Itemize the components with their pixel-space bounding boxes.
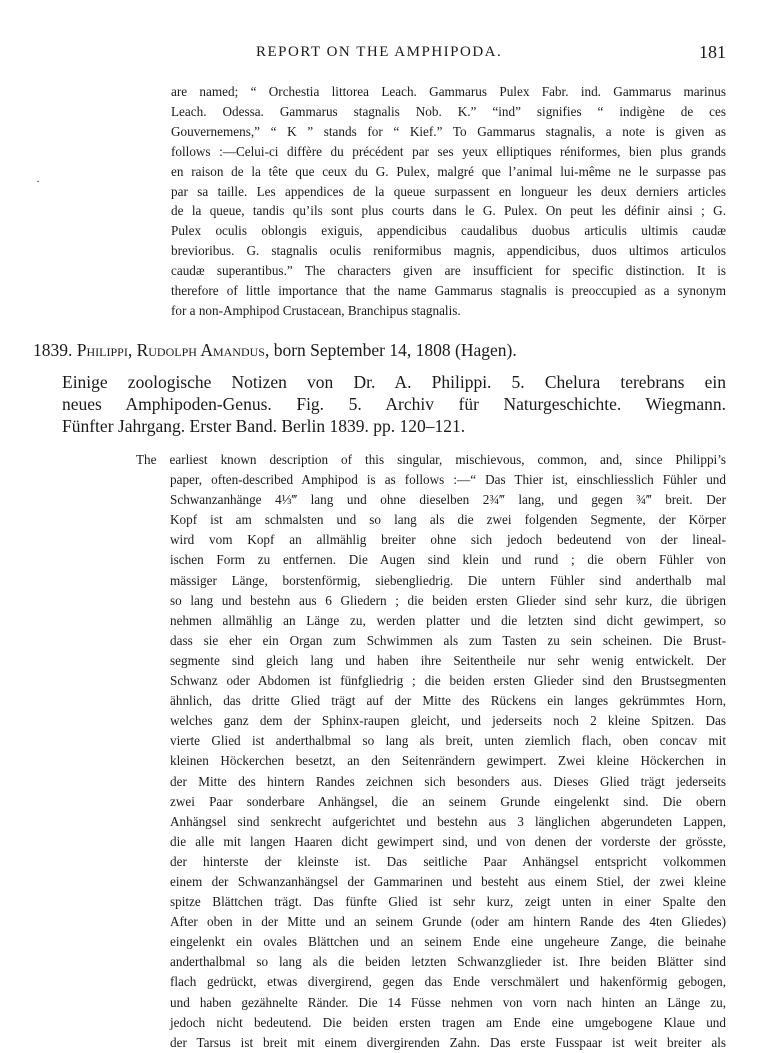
text-line: der hinterste der kleinste ist. Das seitliche Paar Anhängsel entspricht volkommen — [170, 853, 726, 869]
text-line: paper, often-described Amphipod is as follows :—“ Das Thier ist, einschliesslich Fühler und — [170, 472, 726, 488]
text-line: die alle mit langen Haaren dicht gewimpert sind, und von denen der vorderste der grösste, — [170, 833, 726, 849]
text-line: anderthalbmal so lang als die beiden letzten Schwanzglieder ist. Ihre beiden Blätter sind — [170, 954, 726, 970]
text-line: der Tarsus ist breit mit einem divergirenden Zahn. Das erste Fusspaar ist weit breiter als — [170, 1034, 726, 1050]
text-line: so lang und bestehn aus 6 Gliedern ; die beiden ersten Glieder sind sehr kurz, die übrigen — [170, 592, 726, 608]
entry-year: 1839. — [33, 340, 73, 360]
text-line: kleinen Höckerchen besetzt, an den Seitenrändern gewimpert. Zwei kleine Höckerchen in — [170, 753, 726, 769]
text-line: therefore of little importance that the name Gammarus stagnalis is preoccupied as a synonym — [171, 283, 726, 299]
text-line: for a non-Amphipod Crustacean, Branchipus stagnalis. — [171, 302, 461, 318]
text-line: segmente sind gleich lang und haben ihre Seitentheile nur sehr wenig entwickelt. Der — [170, 652, 726, 668]
text-line: mässiger Länge, borstenförmig, siebengliedrig. Die untern Fühler sind anderthalb mal — [170, 572, 726, 588]
text-line: de la queue, tandis qu’ils sont plus courts dans le G. Pulex. On peut les définir ainsi ; G. — [171, 203, 726, 219]
text-line: wird vom Kopf an allmählig breiter ohne sich jedoch bedeutend von der lineal- — [170, 532, 726, 548]
text-line: ähnlich, das dritte Glied trägt auf der Mitte des Rückens ein langes gekrümmtes Horn, — [170, 693, 726, 709]
text-line: follows :—Celui-ci diffère du précédent par ses yeux elliptiques réniformes, bien plus grands — [171, 143, 726, 159]
text-line: Schwanz oder Abdomen ist fünfgliedrig ; die beiden ersten Glieder sind den Brustsegmenten — [170, 673, 726, 689]
citation-line: Fünfter Jahrgang. Erster Band. Berlin 1839. pp. 120–121. — [62, 416, 466, 436]
text-line: en raison de la tête que ceux du G. Pulex, malgré que l’animal lui-même ne le surpasse pas — [171, 163, 726, 179]
text-line: Leach. Odessa. Gammarus stagnalis Nob. K.” “ind” signifies “ indigène de ces — [171, 103, 726, 119]
page-number: 181 — [699, 42, 726, 62]
running-title: REPORT ON THE AMPHIPODA. — [256, 44, 503, 60]
text-line: spitze Blättchen trägt. Das fünfte Glied ist sehr kurz, zeigt unten in einer Spalte den — [170, 894, 726, 910]
text-line: Schwanzanhänge 4⅓‴ lang und ohne dieselben 2¾‴ lang, und gegen ¾‴ breit. Der — [170, 492, 726, 508]
text-line: After oben in der Mitte und an seinem Grunde (oder am hintern Rande des 4ten Gliedes) — [170, 914, 726, 930]
text-line: Gouvernemens,” “ K ” stands for “ Kief.” To Gammarus stagnalis, a note is given as — [171, 123, 726, 139]
text-line: der Mitte des hintern Randes zeichnen sich besonders aus. Dieses Glied trägt jederseits — [170, 773, 726, 789]
text-line: jedoch nicht bedeutend. Die beiden ersten tragen am Ende eine umgebogene Klaue und — [170, 1014, 726, 1030]
text-line: ischen Form zu entfernen. Die Augen sind klein und rund ; die obern Fühler von — [170, 552, 726, 568]
entry-author: Philippi, Rudolph Amandus, — [76, 340, 270, 360]
continued-paragraph — [171, 82, 726, 321]
citation-line: neues Amphipoden-Genus. Fig. 5. Archiv für Naturgeschichte. Wiegmann. — [62, 394, 726, 414]
description-paragraph — [136, 450, 726, 1053]
text-line: caudæ superantibus.” The characters given are insufficient for specific distinction. It is — [171, 263, 726, 279]
text-line: are named; “ Orchestia littorea Leach. Gammarus Pulex Fabr. ind. Gammarus marinus — [171, 84, 726, 99]
text-line: dass sie eher ein Organ zum Schwimmen als zum Tasten zu sein scheinen. Die Brust- — [170, 632, 726, 648]
text-line: flach gedrückt, etwas divergirend, gegen das Ende verschmälert und hakenförmig gebogen, — [170, 974, 726, 990]
text-line: zwei Paar sonderbare Anhängsel, die an seinem Grunde eingelenkt sind. Die obern — [170, 793, 726, 809]
text-line: eingelenkt ein ovales Blättchen und an seinem Ende eine ungeheure Zange, die beinahe — [170, 934, 726, 950]
text-line: vierte Glied ist anderthalbmal so lang als breit, unten ziemlich flach, oben concav mit — [170, 733, 726, 749]
text-line: und haben gezähnelte Ränder. Die 14 Füsse nehmen von vorn nach hinten an Länge zu, — [170, 994, 726, 1010]
text-line: Pulex oculis oblongis exiguis, appendicibus caudalibus duobus articulis ultimis caudæ — [171, 223, 726, 239]
text-line: brevioribus. G. stagnalis oculis reniformibus magnis, appendicibus, duos ultimos articulos — [171, 243, 726, 259]
text-line: Kopf ist am schmalsten und so lang als die zwei folgenden Segmente, der Körper — [170, 512, 726, 528]
text-line: nehmen allmählig an Länge zu, werden platter und die letzten sind dicht gewimpert, so — [170, 612, 726, 628]
running-head — [60, 44, 726, 74]
margin-mark: · — [36, 174, 40, 188]
text-line: The earliest known description of this singular, mischievous, common, and, since Philippi’s — [136, 452, 726, 467]
text-line: welches ganz dem der Sphinx-raupen gleicht, und jederseits noch 2 kleine Spitzen. Das — [170, 713, 726, 729]
citation-line: Einige zoologische Notizen von Dr. A. Philippi. 5. Chelura terebrans ein — [62, 372, 726, 392]
entry-born: born September 14, 1808 (Hagen). — [273, 340, 517, 360]
text-line: einem der Schwanzanhängsel der Gammarinen und besteht aus einem Stiel, der zwei kleine — [170, 873, 726, 889]
citation — [62, 371, 726, 437]
entry-heading — [33, 340, 733, 361]
text-line: Anhängsel sind senkrecht aufgerichtet und bestehn aus 3 länglichen abgerundeten Lappen, — [170, 813, 726, 829]
text-line: par sa taille. Les appendices de la queue surpassent en longueur les deux derniers articles — [171, 183, 726, 199]
